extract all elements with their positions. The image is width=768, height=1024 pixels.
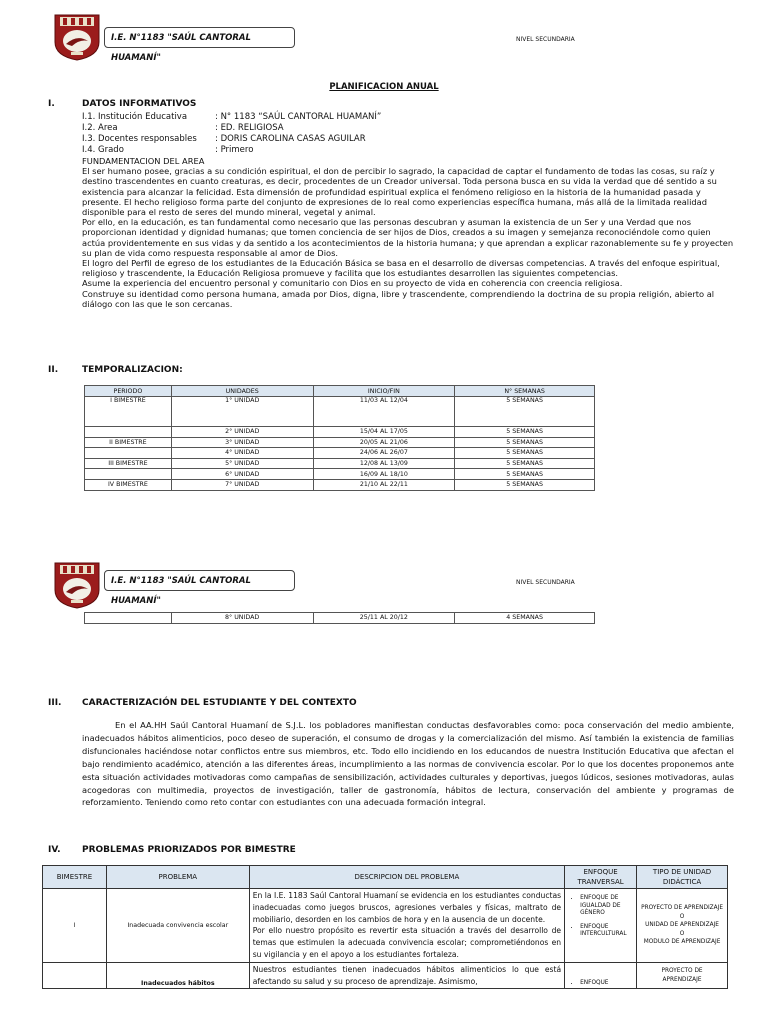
cell-fechas: 21/10 AL 22/11 (313, 479, 455, 490)
info-value: : Primero (215, 145, 254, 155)
info-label: I.4. Grado (82, 145, 124, 155)
col-header: ENFOQUE TRANVERSAL (565, 866, 637, 889)
cell-unidad: 5° UNIDAD (171, 458, 313, 469)
descripcion-text: Nuestros estudiantes tienen inadecuados hábitos alimenticios lo que está afectando su salud y su proceso de aprendizaje. Asimismo, (252, 964, 562, 986)
tipo-line: PROYECTO DE (661, 968, 703, 975)
cell-enfoque (565, 889, 637, 963)
info-row (82, 145, 253, 155)
cell-unidad: 6° UNIDAD (171, 469, 313, 480)
info-row (82, 134, 366, 144)
caracterizacion-paragraph: En el AA.HH Saúl Cantoral Huamaní de S.J.L. los pobladores manifiestan conductas desfavorables como: poca conservación del medio ambiente, inadecuados hábitos alimenticios, poco deseo de superación, el consumo de drogas y la comercialización del mismo. Así también la existencia de familias disfuncionales haciéndose notar conflictos entre sus miembros, etc. Todo ello incidiendo en los educandos de nuestra Institución Educativa que afectan el bajo rendimiento académico, atención a las diferentes áreas, incumplimiento a las normas de convivencia escolar. Por lo que los docentes proponemos ante esta situación actividades motivadoras como campañas de sensibilización, actividades culturales y deportivas, juegos lúdicos, sesiones motivadoras, aulas acogedoras con multimedia, proyectos de investigación, taller de gastronomía, hábitos de lectura, conservación del ambiente y programas de reforzamiento. Teniendo como reto contar con estudiantes con una adecuada formación integral. (82, 720, 734, 808)
cell-unidad: 3° UNIDAD (171, 437, 313, 448)
cell-fechas: 15/04 AL 17/05 (313, 427, 455, 438)
tipo-line: MODULO DE APRENDIZAJE (643, 939, 721, 946)
table-row (85, 458, 595, 469)
caracterizacion-text (82, 719, 734, 809)
cell-problema: Inadecuados hábitos (106, 962, 249, 989)
cell-fechas: 16/09 AL 18/10 (313, 469, 455, 480)
cell-unidad: 1° UNIDAD (171, 397, 313, 427)
col-header: DESCRIPCION DEL PROBLEMA (249, 866, 564, 889)
cell-semanas: 5 SEMANAS (455, 427, 595, 438)
table-row (43, 962, 728, 989)
cell-enfoque (565, 962, 637, 989)
cell-descripcion (249, 889, 564, 963)
school-name-box (104, 27, 295, 63)
tipo-line: PROYECTO DE APRENDIZAJE (641, 905, 723, 912)
paragraph: Construye su identidad como persona humana, amada por Dios, digna, libre y trascendente, comprendiendo la doctrina de su propia religión, abierto al diálogo con las que le son cercanas. (82, 288, 715, 309)
fundamentacion-block (82, 156, 734, 309)
tipo-line: O (679, 913, 685, 920)
cell-periodo (85, 427, 172, 438)
cell-semanas: 5 SEMANAS (455, 458, 595, 469)
enfoque-item: • ENFOQUE (580, 980, 633, 988)
cell-bimestre (43, 962, 107, 989)
info-value: : DORIS CAROLINA CASAS AGUILAR (215, 134, 366, 144)
descripcion-text: Por ello nuestro propósito es revertir esta situación a través del desarrollo de temas que estimulen la adecuada convivencia escolar; comprometiéndonos en su vigilancia y en el apoyo a los estudiantes fortaleza. (252, 926, 562, 959)
tipo-line: UNIDAD DE APRENDIZAJE (645, 922, 719, 929)
temporalizacion-table-continued (84, 612, 595, 624)
cell-periodo: III BIMESTRE (85, 458, 172, 469)
level-label: NIVEL SECUNDARIA (516, 36, 575, 43)
problemas-table (42, 865, 728, 989)
school-crest-icon (52, 12, 102, 62)
school-name-box (104, 570, 295, 606)
cell-fechas: 11/03 AL 12/04 (313, 397, 455, 427)
info-label: I.3. Docentes responsables (82, 134, 197, 144)
section-4-title: PROBLEMAS PRIORIZADOS POR BIMESTRE (82, 845, 296, 855)
col-header: N° SEMANAS (455, 386, 595, 397)
cell-descripcion (249, 962, 564, 989)
cell-semanas: 5 SEMANAS (455, 437, 595, 448)
school-logo (52, 12, 102, 66)
cell-unidad: 2° UNIDAD (171, 427, 313, 438)
col-header: PROBLEMA (106, 866, 249, 889)
table-row (85, 479, 595, 490)
cell-unidad: 7° UNIDAD (171, 479, 313, 490)
paragraph: El ser humano posee, gracias a su condición espiritual, el don de percibir lo sagrado, la capacidad de captar el fundamento de todas las cosas, su raíz y destino trascendentes en cuanto creaturas, es decir, procedentes de un Creador universal. Toda persona busca en su vida la verdad que dé sentido a su existencia para alcanzar la felicidad. Esta dimensión de profundidad espiritual explica el fenómeno religioso en la historia de la humanidad pasada y presente. El hecho religioso forma parte del conjunto de expresiones de lo real como experiencias específica humana, más allá de la limitada realidad disponible para el resto de seres del mundo mineral, vegetal y animal. (82, 166, 717, 218)
school-name: I.E. N°1183 "SAÚL CANTORAL HUAMANÍ" (111, 576, 251, 606)
cell-periodo (85, 613, 172, 624)
info-value: : ED. RELIGIOSA (215, 123, 284, 133)
fundamentacion-title: FUNDAMENTACION DEL AREA (82, 156, 205, 166)
table-row (85, 448, 595, 459)
descripcion-text: En la I.E. 1183 Saúl Cantoral Huamaní se evidencia en los estudiantes conductas inadecuadas como juegos bruscos, agresiones verbales y físicas, maltrato de mobiliario, desorden en los cambios de hora y en la ausencia de un docente. (252, 891, 562, 924)
cell-tipo-unidad (637, 962, 728, 989)
table-row (85, 437, 595, 448)
enfoque-item: • ENFOQUE INTERCULTURAL (580, 924, 633, 939)
cell-unidad: 8° UNIDAD (171, 613, 313, 624)
school-name: I.E. N°1183 "SAÚL CANTORAL HUAMANÍ" (111, 33, 251, 63)
tipo-line: O (679, 930, 685, 937)
info-label: I.2. Area (82, 123, 118, 133)
paragraph: El logro del Perfil de egreso de los estudiantes de la Educación Básica se basa en el desarrollo de diversas competencias. A través del enfoque espiritual, religioso y trascendente, la Educación Religiosa promueve y facilita que los estudiantes desarrollen las siguientes competencias. (82, 258, 720, 279)
cell-periodo: II BIMESTRE (85, 437, 172, 448)
cell-fechas: 24/06 AL 26/07 (313, 448, 455, 459)
info-value: : N° 1183 “SAÚL CANTORAL HUAMANÍ” (215, 112, 382, 122)
cell-semanas: 4 SEMANAS (455, 613, 595, 624)
level-label: NIVEL SECUNDARIA (516, 579, 575, 586)
col-header: INICIO/FIN (313, 386, 455, 397)
paragraph: Por ello, en la educación, es tan fundamental como necesario que las personas descubran y asuman la existencia de un Ser y una Verdad que nos proporcionan identidad y dignidad humanas; que tomen conciencia de ser hijos de Dios, creados a su imagen y semejanza reconociéndole como quien actúa providentemente en sus vidas y da sentido a los acontecimientos de la historia humana; y que aprendan a explicar razonablemente su fe y proyecten su plan de vida como respuesta responsable al amor de Dios. (82, 217, 734, 258)
info-row (82, 123, 284, 133)
school-logo (52, 560, 102, 614)
tipo-line: APRENDIZAJE (662, 976, 702, 983)
table-row (85, 427, 595, 438)
info-row (82, 112, 381, 122)
cell-tipo-unidad (637, 889, 728, 963)
col-header: PERIODO (85, 386, 172, 397)
cell-unidad: 4° UNIDAD (171, 448, 313, 459)
info-label: I.1. Institución Educativa (82, 112, 188, 122)
cell-periodo (85, 448, 172, 459)
table-row (85, 397, 595, 427)
table-row (85, 613, 595, 624)
section-2-number: II. (48, 365, 59, 375)
section-1-title: DATOS INFORMATIVOS (82, 99, 197, 109)
cell-problema: Inadecuada convivencia escolar (106, 889, 249, 963)
school-crest-icon (52, 560, 102, 610)
cell-periodo: IV BIMESTRE (85, 479, 172, 490)
section-3-title: CARACTERIZACIÓN DEL ESTUDIANTE Y DEL CONTEXTO (82, 698, 357, 708)
cell-bimestre: I (43, 889, 107, 963)
enfoque-item: • ENFOQUE DE IGUALDAD DE GÉNERO (580, 895, 633, 918)
section-1-number: I. (48, 99, 55, 109)
cell-semanas: 5 SEMANAS (455, 469, 595, 480)
col-header: TIPO DE UNIDAD DIDÁCTICA (637, 866, 728, 889)
document-title: PLANIFICACION ANUAL (329, 82, 439, 92)
section-3-number: III. (48, 698, 62, 708)
cell-semanas: 5 SEMANAS (455, 448, 595, 459)
cell-fechas: 25/11 AL 20/12 (313, 613, 455, 624)
cell-semanas: 5 SEMANAS (455, 397, 595, 427)
cell-semanas: 5 SEMANAS (455, 479, 595, 490)
cell-periodo (85, 469, 172, 480)
temporalizacion-table (84, 385, 595, 491)
table-row (85, 469, 595, 480)
table-row (43, 889, 728, 963)
col-header: BIMESTRE (43, 866, 107, 889)
section-2-title: TEMPORALIZACION: (82, 365, 183, 375)
col-header: UNIDADES (171, 386, 313, 397)
cell-fechas: 12/08 AL 13/09 (313, 458, 455, 469)
paragraph: Asume la experiencia del encuentro personal y comunitario con Dios en su proyecto de vida en coherencia con creencia religiosa. (82, 278, 623, 289)
cell-fechas: 20/05 AL 21/06 (313, 437, 455, 448)
cell-periodo: I BIMESTRE (85, 397, 172, 427)
section-4-number: IV. (48, 845, 61, 855)
